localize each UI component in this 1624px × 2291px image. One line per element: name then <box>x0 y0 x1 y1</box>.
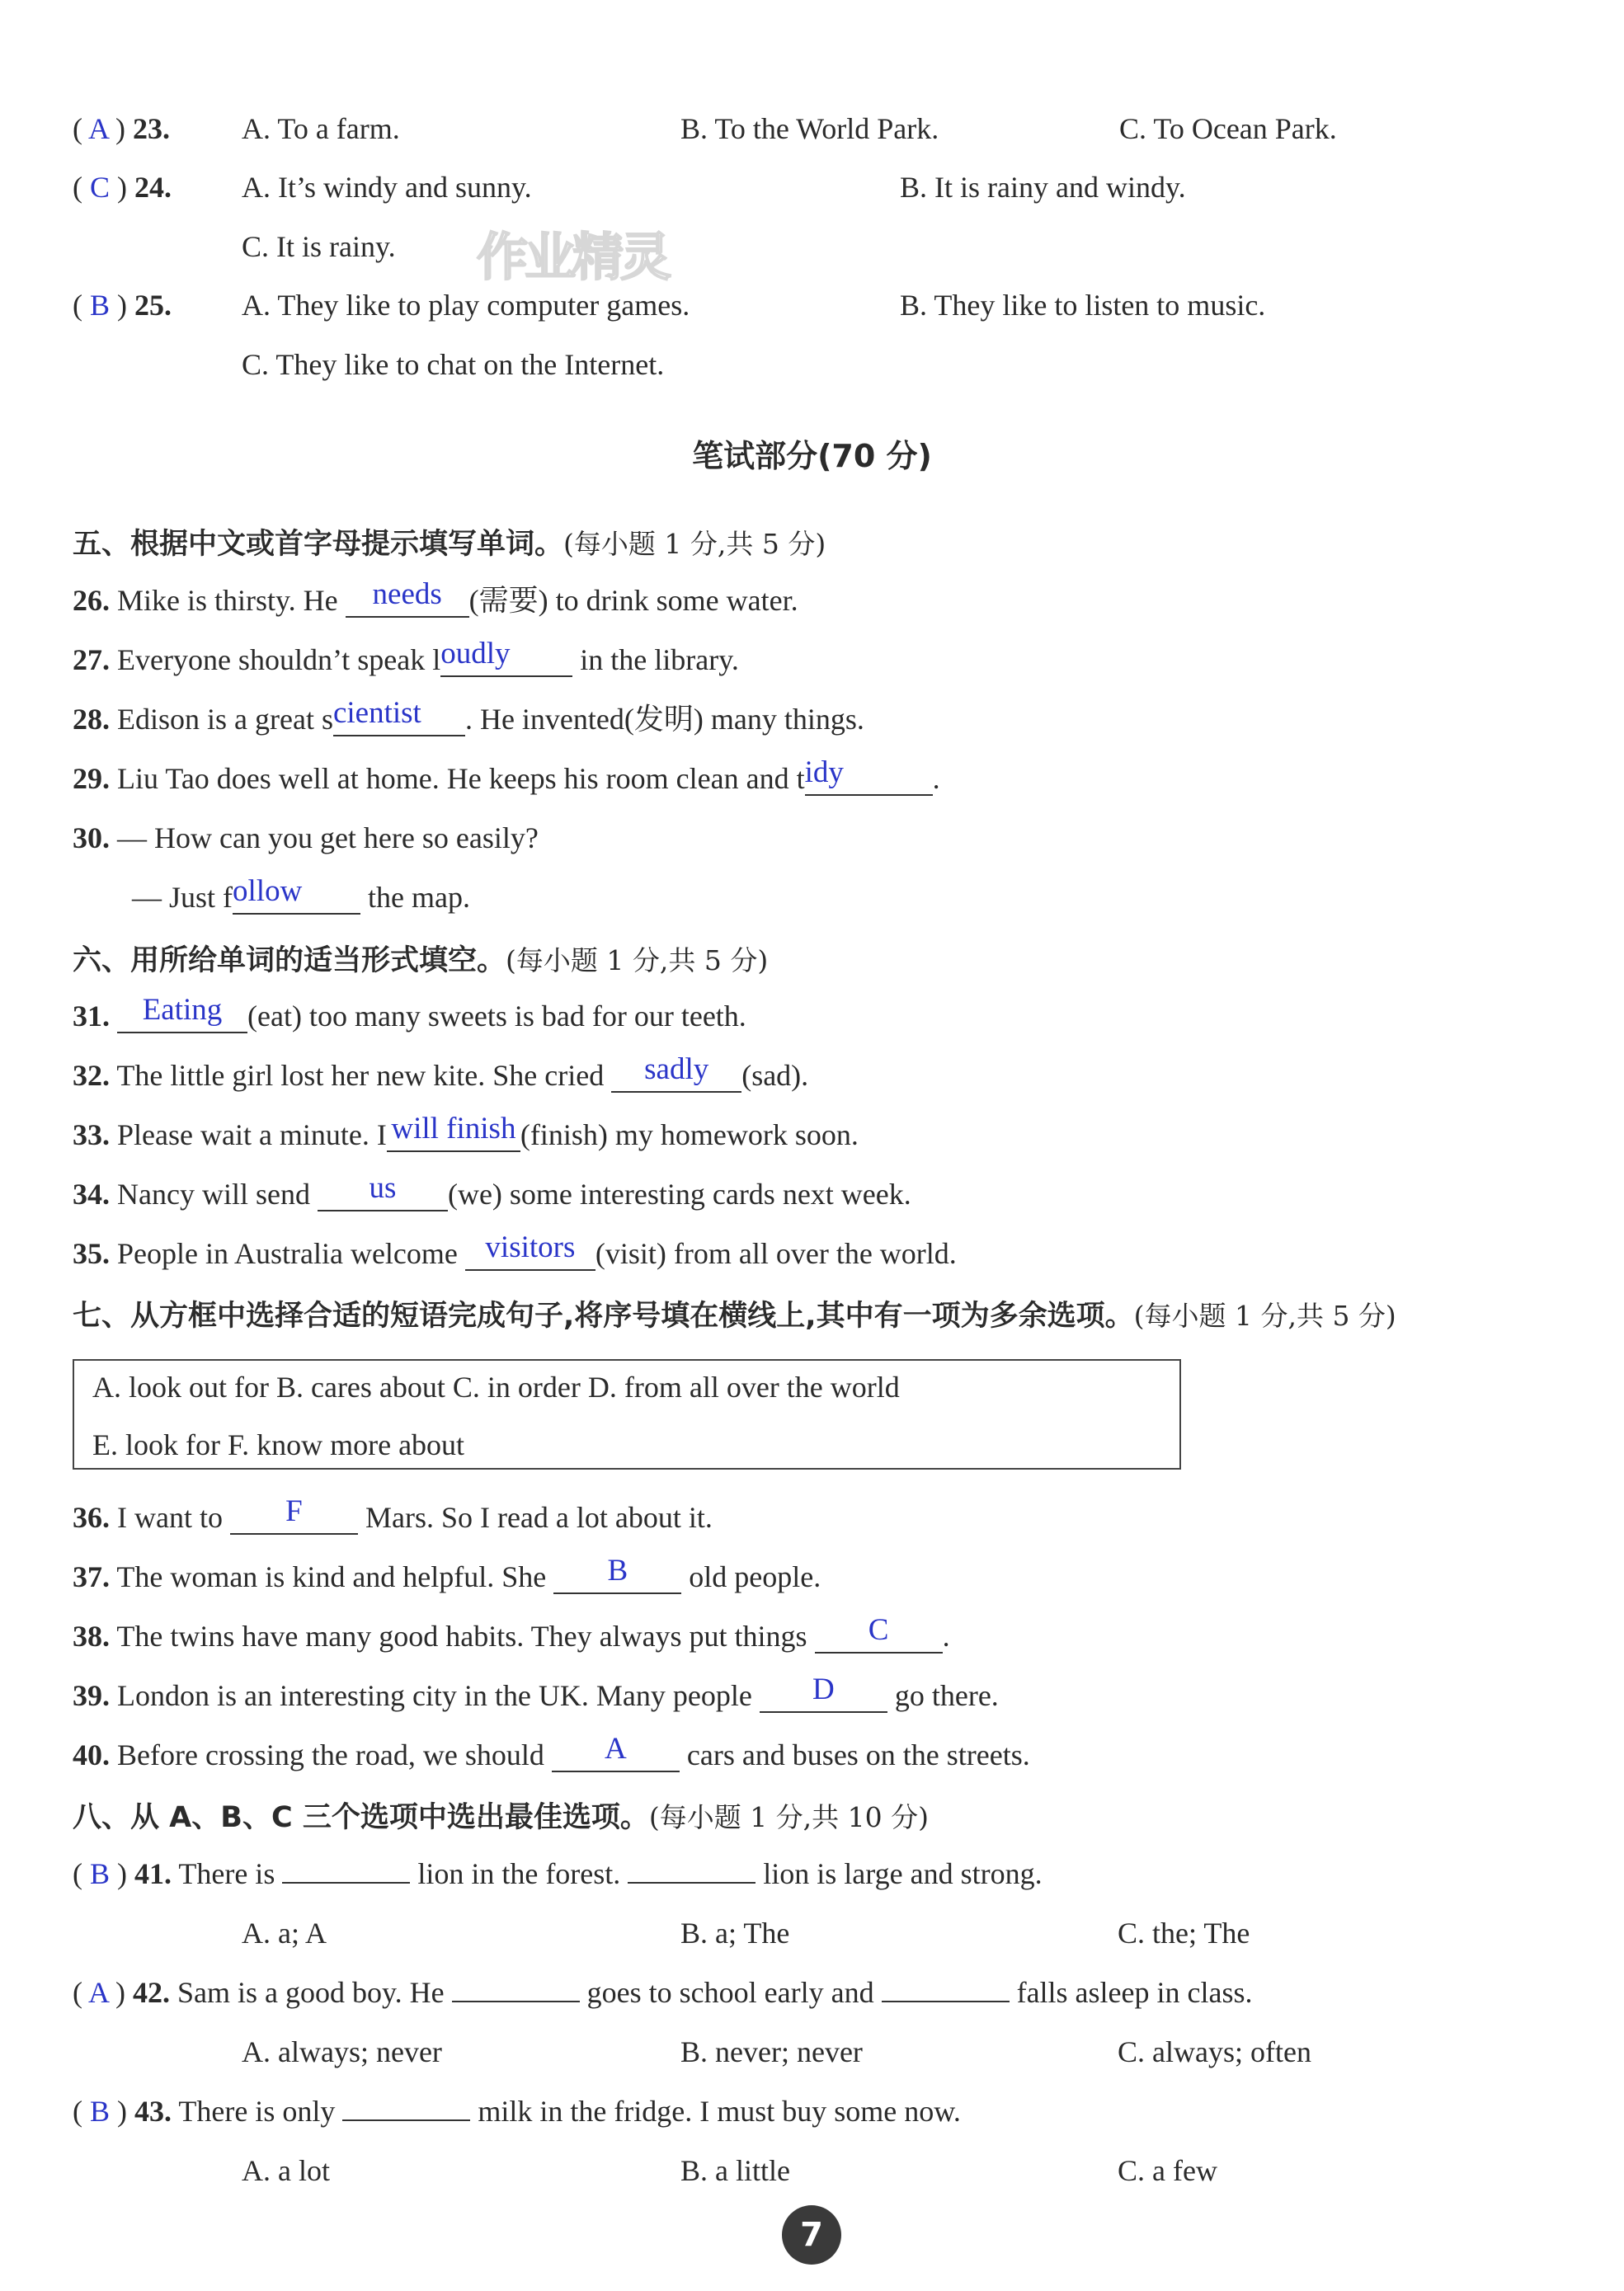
answer-blank[interactable] <box>332 696 465 736</box>
answer-blank[interactable] <box>760 1672 887 1713</box>
answer-blank[interactable] <box>553 1554 681 1594</box>
answer-blank[interactable] <box>804 755 933 796</box>
question-28 <box>73 696 864 737</box>
stem-text: (we) some interesting cards next week. <box>447 1178 911 1211</box>
stem-text: Everyone shouldn’t speak l <box>117 643 441 676</box>
option-23-c: C. To Ocean Park. <box>1119 112 1337 145</box>
stem-text: — How can you get here so easily? <box>117 821 539 854</box>
stem-text: There is <box>178 1857 283 1890</box>
question-25-stem: ( B ) 25. <box>73 289 172 322</box>
question-26 <box>73 577 798 619</box>
stem-text: Sam is a good boy. He <box>177 1976 452 2009</box>
question-number: 23. <box>133 112 171 145</box>
option-41-c: C. the; The <box>1118 1917 1250 1950</box>
answer-27: oudly <box>440 637 511 670</box>
answer-blank[interactable] <box>230 1494 358 1535</box>
stem-text: Please wait a minute. I <box>117 1118 387 1151</box>
answer-blank[interactable] <box>342 2119 470 2121</box>
stem-text: London is an interesting city in the UK. Many people <box>117 1679 760 1712</box>
section-5-note: (每小题 1 分,共 5 分) <box>563 528 826 560</box>
option-42-b: B. never; never <box>680 2035 863 2068</box>
answer-blank[interactable] <box>452 2001 580 2002</box>
option-23-a: A. To a farm. <box>242 112 400 145</box>
answer-24: C <box>90 171 111 204</box>
page-number: 7 <box>782 2205 841 2265</box>
question-number: 32. <box>73 1059 110 1092</box>
question-number: 42. <box>133 1976 171 2009</box>
stem-text: Before crossing the road, we should <box>117 1738 552 1771</box>
answer-blank[interactable] <box>440 637 572 677</box>
answer-38: C <box>868 1613 889 1647</box>
answer-blank[interactable] <box>117 993 247 1033</box>
section-8-note: (每小题 1 分,共 10 分) <box>648 1801 930 1833</box>
answer-blank[interactable] <box>552 1732 680 1772</box>
stem-text: goes to school early and <box>586 1976 874 2009</box>
option-24-b: B. It is rainy and windy. <box>900 171 1186 204</box>
question-30-line2 <box>132 874 470 915</box>
phrase-box-row-2: E. look for F. know more about <box>92 1428 465 1461</box>
answer-34: us <box>369 1171 397 1205</box>
stem-text: go there. <box>894 1679 999 1712</box>
answer-30: ollow <box>233 874 303 908</box>
question-number: 24. <box>134 171 172 204</box>
stem-text: Liu Tao does well at home. He keeps his room clean and t <box>117 762 805 795</box>
question-36 <box>73 1494 713 1536</box>
answer-25: B <box>90 289 111 322</box>
answer-blank[interactable] <box>318 1171 448 1211</box>
option-41-b: B. a; The <box>680 1917 790 1950</box>
phrase-box-row-1: A. look out for B. cares about C. in order D. from all over the world <box>92 1371 900 1404</box>
stem-text: the map. <box>368 881 470 914</box>
question-43: ( B ) 43. There is only milk in the fridge. I must buy some now. <box>73 2095 961 2128</box>
stem-text: The twins have many good habits. They always put things <box>116 1620 815 1653</box>
option-42-c: C. always; often <box>1118 2035 1311 2068</box>
stem-text: . He invented(发明) many things. <box>464 703 864 736</box>
question-34 <box>73 1171 911 1212</box>
question-23-stem: ( A ) 23. <box>73 112 171 145</box>
option-25-a: A. They like to play computer games. <box>242 289 690 322</box>
section-5-title: 五、根据中文或首字母提示填写单词。 <box>73 528 564 561</box>
question-number: 30. <box>73 821 110 854</box>
stem-text: (sad). <box>741 1059 809 1092</box>
stem-text: I want to <box>117 1501 230 1534</box>
answer-36: F <box>285 1494 303 1528</box>
stem-text: (visit) from all over the world. <box>595 1237 957 1270</box>
answer-31: Eating <box>142 993 223 1027</box>
question-33 <box>73 1112 859 1153</box>
stem-text: The little girl lost her new kite. She cried <box>116 1059 612 1092</box>
option-43-b: B. a little <box>680 2154 790 2187</box>
stem-text: — Just f <box>132 881 233 914</box>
answer-29: idy <box>804 755 844 789</box>
section-7-note: (每小题 1 分,共 5 分) <box>1133 1300 1396 1332</box>
stem-text: Mars. So I read a lot about it. <box>365 1501 713 1534</box>
stem-text: lion in the forest. <box>417 1857 621 1890</box>
answer-blank[interactable] <box>882 2001 1010 2002</box>
question-38 <box>73 1613 950 1654</box>
stem-text: People in Australia welcome <box>117 1237 465 1270</box>
stem-text: . <box>932 762 940 795</box>
answer-42: A <box>88 1976 109 2009</box>
question-number: 26. <box>73 584 110 617</box>
question-37 <box>73 1554 821 1595</box>
stem-text: (需要) to drink some water. <box>468 584 798 617</box>
question-number: 41. <box>134 1857 172 1890</box>
stem-text: Edison is a great s <box>117 703 333 736</box>
written-section-title: 笔试部分(70 分) <box>692 438 932 474</box>
answer-blank[interactable] <box>282 1882 410 1884</box>
question-number: 40. <box>73 1738 110 1771</box>
question-number: 35. <box>73 1237 110 1270</box>
question-29 <box>73 755 940 797</box>
option-25-b: B. They like to listen to music. <box>900 289 1266 322</box>
answer-blank[interactable] <box>628 1882 756 1884</box>
option-25-c: C. They like to chat on the Internet. <box>242 348 665 381</box>
stem-text: milk in the fridge. I must buy some now. <box>478 2095 961 2128</box>
answer-blank[interactable] <box>815 1613 943 1654</box>
option-43-c: C. a few <box>1118 2154 1217 2187</box>
option-24-c: C. It is rainy. <box>242 230 396 263</box>
stem-text: Mike is thirsty. He <box>117 584 346 617</box>
question-number: 27. <box>73 643 110 676</box>
answer-blank[interactable] <box>465 1230 595 1271</box>
question-40 <box>73 1732 1030 1773</box>
watermark-logo: 作业精灵 <box>477 227 669 287</box>
answer-35: visitors <box>485 1230 576 1264</box>
section-7-heading <box>73 1293 1396 1334</box>
answer-28: cientist <box>332 696 421 730</box>
question-number: 37. <box>73 1560 110 1593</box>
stem-text: Nancy will send <box>117 1178 318 1211</box>
answer-43: B <box>90 2095 111 2128</box>
section-5-heading <box>73 521 826 562</box>
stem-text: cars and buses on the streets. <box>686 1738 1030 1771</box>
stem-text: lion is large and strong. <box>763 1857 1043 1890</box>
phrase-box <box>73 1359 1181 1470</box>
answer-26: needs <box>372 577 442 611</box>
section-6-heading <box>73 938 768 979</box>
answer-blank[interactable] <box>611 1052 741 1093</box>
question-32 <box>73 1052 809 1094</box>
answer-39: D <box>812 1672 835 1706</box>
stem-text: . <box>942 1620 950 1653</box>
option-41-a: A. a; A <box>242 1917 327 1950</box>
answer-40: A <box>605 1732 627 1766</box>
section-6-title: 六、用所给单词的适当形式填空。 <box>73 944 506 977</box>
question-number: 31. <box>73 1000 110 1033</box>
stem-text: (eat) too many sweets is bad for our teeth. <box>247 1000 746 1033</box>
question-27 <box>73 637 739 678</box>
answer-33: will finish <box>391 1112 516 1146</box>
section-6-note: (每小题 1 分,共 5 分) <box>506 944 769 976</box>
answer-37: B <box>607 1554 628 1588</box>
section-8-heading <box>73 1795 929 1836</box>
option-42-a: A. always; never <box>242 2035 442 2068</box>
option-43-a: A. a lot <box>242 2154 330 2187</box>
question-42: ( A ) 42. Sam is a good boy. He goes to school early and falls asleep in class. <box>73 1976 1253 2009</box>
stem-text: in the library. <box>580 643 739 676</box>
answer-blank[interactable] <box>346 577 469 618</box>
question-35 <box>73 1230 957 1272</box>
answer-23: A <box>88 112 109 145</box>
section-8-title: 八、从 A、B、C 三个选项中选出最佳选项。 <box>73 1801 649 1834</box>
question-number: 34. <box>73 1178 110 1211</box>
question-31 <box>73 993 746 1034</box>
question-24-stem: ( C ) 24. <box>73 171 172 204</box>
answer-blank[interactable] <box>387 1112 520 1152</box>
answer-41: B <box>90 1857 111 1890</box>
question-30-line1 <box>73 820 539 856</box>
question-number: 29. <box>73 762 110 795</box>
question-number: 25. <box>134 289 172 322</box>
question-41: ( B ) 41. There is lion in the forest. lion is large and strong. <box>73 1857 1043 1890</box>
question-number: 28. <box>73 703 110 736</box>
answer-blank[interactable] <box>233 874 360 915</box>
stem-text: The woman is kind and helpful. She <box>116 1560 554 1593</box>
option-23-b: B. To the World Park. <box>680 112 939 145</box>
answer-32: sadly <box>644 1052 709 1086</box>
question-number: 43. <box>134 2095 172 2128</box>
question-number: 33. <box>73 1118 110 1151</box>
section-7-title: 七、从方框中选择合适的短语完成句子,将序号填在横线上,其中有一项为多余选项。 <box>73 1300 1134 1333</box>
stem-text: There is only <box>178 2095 343 2128</box>
option-24-a: A. It’s windy and sunny. <box>242 171 532 204</box>
question-number: 36. <box>73 1501 110 1534</box>
question-number: 38. <box>73 1620 110 1653</box>
question-number: 39. <box>73 1679 110 1712</box>
stem-text: old people. <box>689 1560 821 1593</box>
stem-text: (finish) my homework soon. <box>520 1118 859 1151</box>
stem-text: falls asleep in class. <box>1016 1976 1253 2009</box>
question-39 <box>73 1672 999 1714</box>
